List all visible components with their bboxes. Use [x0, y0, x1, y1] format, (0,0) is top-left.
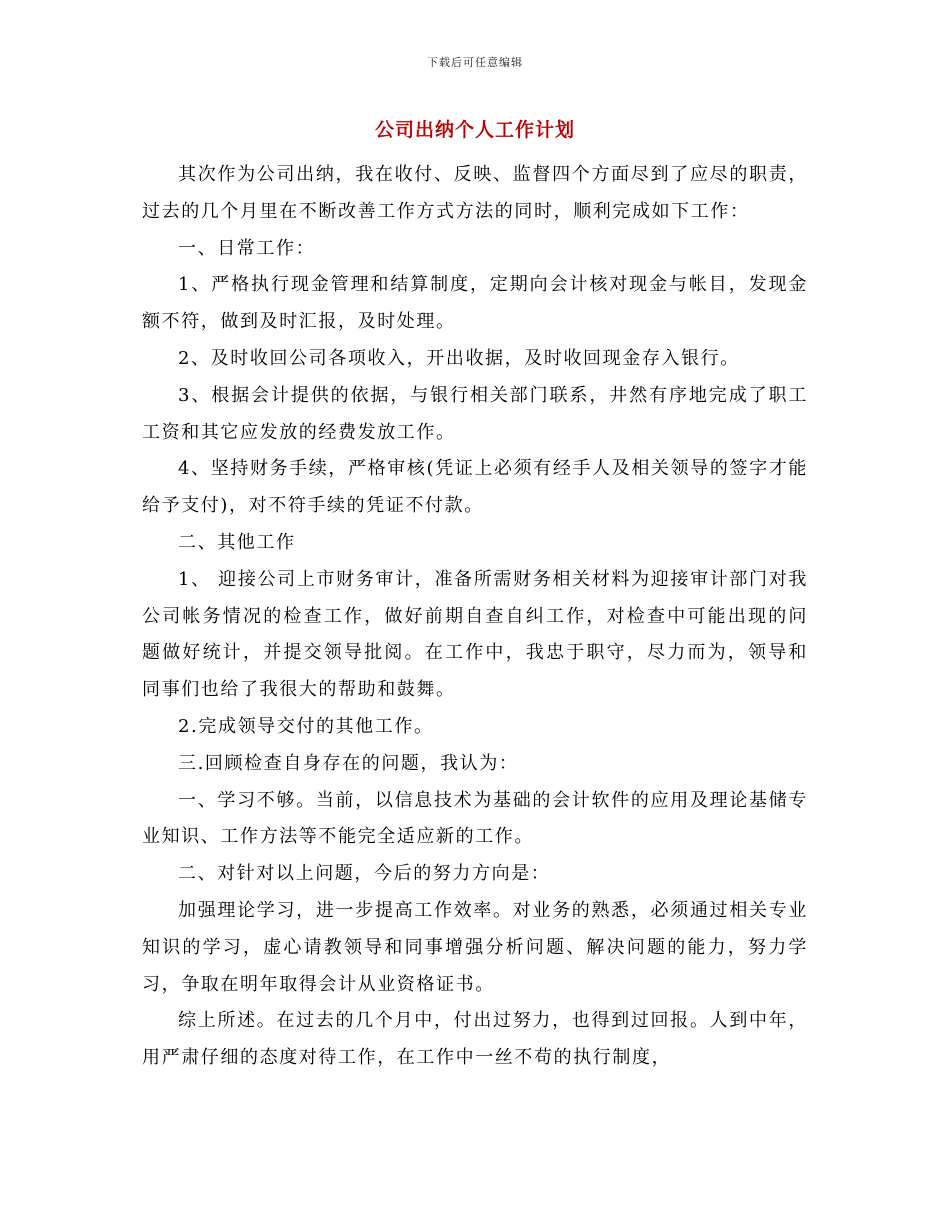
paragraph: 2.完成领导交付的其他工作。 [178, 715, 434, 737]
paragraph: 一、学习不够。当前，以信息技术为基础的会计软件的应用及理论基储专业知识、工作方法等不能完全适应新的工作。 [142, 789, 808, 848]
document-body [142, 157, 808, 1077]
document-title: 公司出纳个人工作计划 [374, 119, 575, 141]
paragraph: 三.回顾检查自身存在的问题，我认为： [178, 752, 519, 774]
paragraph: 4、坚持财务手续，严格审核(凭证上必须有经手人及相关领导的签字才能给予支付)，对不符手续的凭证不付款。 [142, 458, 808, 517]
paragraph: 1、严格执行现金管理和结算制度，定期向会计核对现金与帐目，发现金额不符，做到及时汇报，及时处理。 [142, 274, 808, 333]
paragraph: 二、其他工作 [178, 531, 296, 553]
paragraph: 3、根据会计提供的依据，与银行相关部门联系，井然有序地完成了职工工资和其它应发放的经费发放工作。 [142, 384, 808, 443]
paragraph: 加强理论学习，进一步提高工作效率。对业务的熟悉，必须通过相关专业知识的学习，虚心请教领导和同事增强分析问题、解决问题的能力，努力学习，争取在明年取得会计从业资格证书。 [142, 899, 808, 995]
paragraph: 二、对针对以上问题，今后的努力方向是： [178, 863, 551, 885]
paragraph: 2、及时收回公司各项收入，开出收据，及时收回现金存入银行。 [178, 347, 740, 369]
paragraph: 1、 迎接公司上市财务审计，准备所需财务相关材料为迎接审计部门对我公司帐务情况的检查工作，做好前期自查自纠工作，对检查中可能出现的问题做好统计，并提交领导批阅。在工作中，我忠于职守，尽力而为，领导和同事们也给了我很大的帮助和鼓舞。 [142, 568, 808, 701]
paragraph: 一、日常工作： [178, 237, 316, 259]
header-note: 下载后可任意编辑 [427, 56, 523, 69]
paragraph: 综上所述。在过去的几个月中，付出过努力，也得到过回报。人到中年，用严肃仔细的态度对待工作，在工作中一丝不苟的执行制度， [142, 1010, 808, 1069]
paragraph: 其次作为公司出纳，我在收付、反映、监督四个方面尽到了应尽的职责，过去的几个月里在不断改善工作方式方法的同时，顺利完成如下工作： [142, 164, 808, 222]
